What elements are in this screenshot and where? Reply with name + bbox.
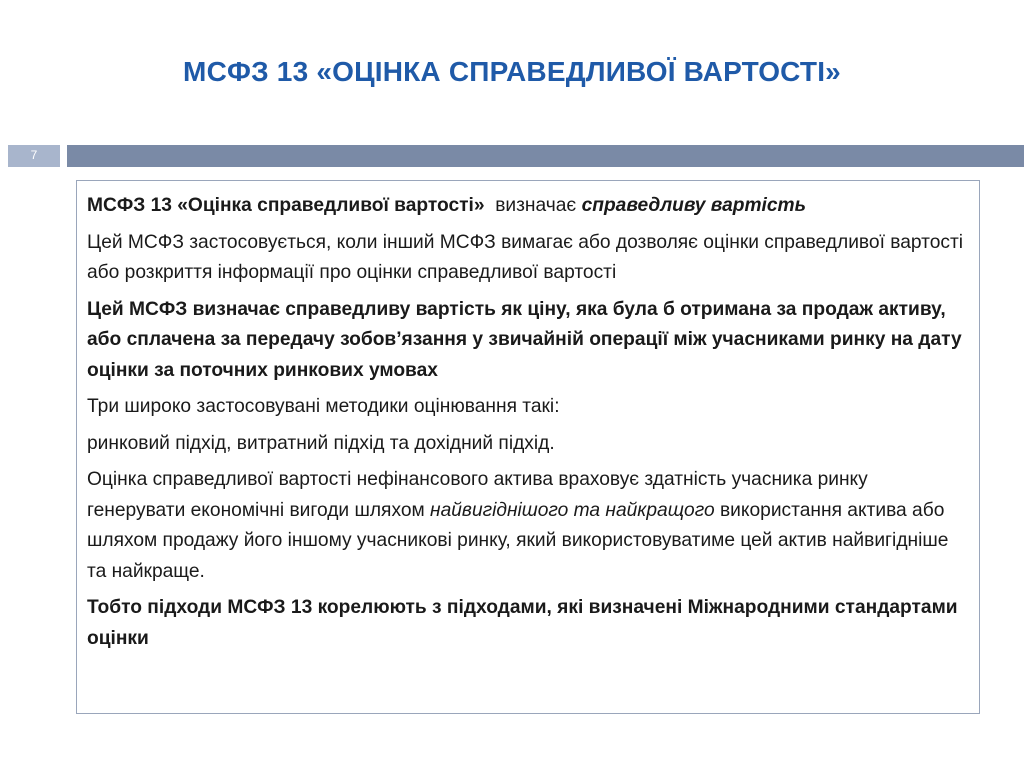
- hbu-text-after: використання актива або шляхом продажу його іншому учасникові ринку, який використовуватиме цей актив найвигідніше та найкраще.: [87, 499, 949, 582]
- content-box: [76, 180, 980, 714]
- defined-term: справедливу вартість: [581, 195, 806, 216]
- definition-verb: визначає: [484, 195, 582, 216]
- hbu-italic: найвигіднішого та найкращого: [430, 499, 715, 521]
- paragraph-techniques-list: ринковий підхід, витратний підхід та дохідний підхід.: [87, 432, 555, 454]
- paragraph-fair-value-definition: Цей МСФЗ визначає справедливу вартість як ціну, яка була б отримана за продаж активу, або сплачена за передачу зобов’язання у звичайній операції між учасниками ринку на дату оцінки за поточних ринкових умовах: [87, 298, 962, 381]
- standard-name: МСФЗ 13 «Оцінка справедливої вартості»: [87, 195, 485, 216]
- paragraph-techniques-intro: Три широко застосовувані методики оцінювання такі:: [87, 396, 560, 417]
- paragraph-highest-best-use: [87, 465, 969, 587]
- slide-title: МСФЗ 13 «ОЦІНКА СПРАВЕДЛИВОЇ ВАРТОСТІ»: [183, 56, 841, 87]
- paragraph-scope: Цей МСФЗ застосовується, коли інший МСФЗ вимагає або дозволяє оцінки справедливої вартості або розкриття інформації про оцінки справедливої вартості: [87, 231, 964, 283]
- slide-number: 7: [8, 145, 60, 167]
- header-band: [67, 145, 1024, 167]
- paragraph-definition: [87, 191, 969, 222]
- hbu-text-before: Оцінка справедливої вартості нефінансового актива враховує здатність учасника ринку генерувати економічні вигоди шляхом: [87, 469, 868, 521]
- paragraph-conclusion: Тобто підходи МСФЗ 13 корелюють з підходами, які визначені Міжнародними стандартами оцінки: [87, 597, 958, 649]
